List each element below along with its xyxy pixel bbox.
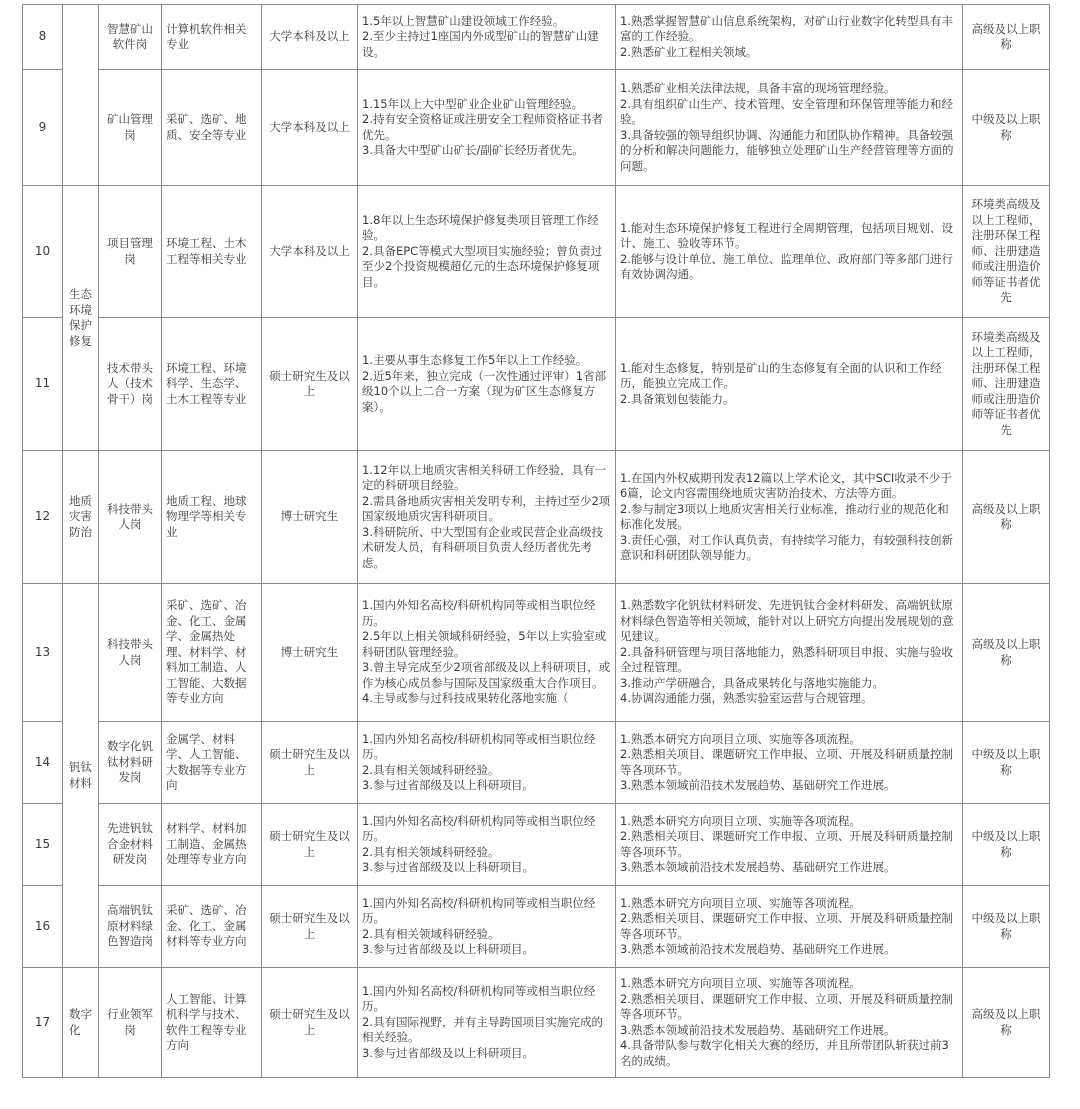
title-requirement: 中级及以上职称 (963, 804, 1050, 886)
experience-requirement (358, 5, 616, 70)
experience-item: 1.国内外知名高校/科研机构同等或相当职位经历。 (362, 731, 596, 761)
row-number: 17 (23, 968, 63, 1078)
category-geo-hazard: 地质灾害防治 (63, 451, 99, 584)
title-requirement: 高级及以上职称 (963, 451, 1050, 584)
other-requirement (616, 968, 963, 1078)
education-requirement: 硕士研究生及以上 (262, 968, 358, 1078)
requirement-item: 1.熟悉本研究方向项目立项、实施等各项流程。 (620, 976, 861, 990)
post-name: 科技带头人岗 (99, 584, 162, 722)
other-requirement (616, 584, 963, 722)
other-requirement (616, 804, 963, 886)
table-row (23, 5, 1050, 70)
major-requirement: 金属学、材料学、人工智能、大数据等专业方向 (162, 722, 262, 804)
major-requirement: 材料学、材料加工制造、金属热处理等专业方向 (162, 804, 262, 886)
experience-item: 1.国内外知名高校/科研机构同等或相当职位经历。 (362, 598, 596, 628)
experience-item: 3.具备大中型矿山矿长/副矿长经历者优先。 (362, 143, 584, 157)
requirement-item: 1.熟悉本研究方向项目立项、实施等各项流程。 (620, 895, 861, 910)
requirement-item: 3.熟悉本领域前沿技术发展趋势、基础研究工作进展。 (620, 778, 896, 792)
title-requirement: 高级及以上职称 (963, 968, 1050, 1078)
post-name: 矿山管理岗 (99, 70, 162, 186)
requirement-item: 1.能对生态环境保护修复工程进行全周期管理，包括项目规划、设计、施工、验收等环节。 (620, 220, 953, 250)
table-row (23, 722, 1050, 804)
row-number: 14 (23, 722, 63, 804)
category-digital: 数字化 (63, 968, 99, 1078)
experience-item: 2.5年以上相关领域科研经验，5年以上实验室或科研团队管理经验。 (362, 629, 607, 659)
requirement-item: 2.能够与设计单位、施工单位、监理单位、政府部门等多部门进行有效协调沟通。 (620, 251, 953, 281)
major-requirement: 环境工程、环境科学、生态学、土木工程等专业 (162, 318, 262, 451)
row-number: 10 (23, 186, 63, 318)
experience-item: 3.参与过省部级及以上科研项目。 (362, 1045, 534, 1060)
category-cell-empty (63, 5, 99, 186)
requirement-item: 3.责任心强，对工作认真负责，有持续学习能力，有较强科技创新意识和科研团队领导能力。 (620, 532, 953, 562)
post-name: 行业领军岗 (99, 968, 162, 1078)
major-requirement: 采矿、选矿、冶金、化工、金属学、金属热处理、材料学、材料加工制造、人工智能、大数据等专业方向 (162, 584, 262, 722)
other-requirement (616, 722, 963, 804)
requirement-item: 2.熟悉矿业工程相关领域。 (620, 44, 758, 59)
requirement-item: 2.熟悉相关项目、课题研究工作申报、立项、开展及科研质量控制等各项环节。 (620, 747, 953, 777)
other-requirement (616, 70, 963, 186)
post-name: 先进钒钛合金材料研发岗 (99, 804, 162, 886)
row-number: 15 (23, 804, 63, 886)
experience-item: 3.参与过省部级及以上科研项目。 (362, 778, 534, 792)
requirement-item: 2.具备策划包装能力。 (620, 391, 735, 406)
requirement-item: 1.熟悉矿业相关法律法规，具备丰富的现场管理经验。 (620, 81, 896, 95)
title-requirement: 中级及以上职称 (963, 886, 1050, 968)
requirement-item: 3.推动产学研融合，具备成果转化与落地实施能力。 (620, 675, 884, 690)
education-requirement: 大学本科及以上 (262, 186, 358, 318)
education-requirement: 大学本科及以上 (262, 70, 358, 186)
post-name: 数字化钒钛材料研发岗 (99, 722, 162, 804)
requirement-item: 2.熟悉相关项目、课题研究工作申报、立项、开展及科研质量控制等各项环节。 (620, 829, 953, 859)
experience-item: 1.国内外知名高校/科研机构同等或相当职位经历。 (362, 983, 596, 1014)
experience-item: 2.具有相关领域科研经验。 (362, 762, 500, 777)
requirement-item: 3.熟悉本领域前沿技术发展趋势、基础研究工作进展。 (620, 1022, 896, 1037)
other-requirement (616, 451, 963, 584)
experience-requirement (358, 722, 616, 804)
education-requirement: 硕士研究生及以上 (262, 318, 358, 451)
experience-item: 1.主要从事生态修复工作5年以上工作经验。 (362, 353, 588, 367)
experience-item: 3.曾主导完成至少2项省部级及以上科研项目，或作为核心成员参与国际及国家级重大合作项目。 (362, 660, 611, 690)
experience-item: 3.参与过省部级及以上科研项目。 (362, 942, 534, 956)
requirement-item: 2.参与制定3项以上地质灾害相关行业标准，推动行业的规范化和标准化发展。 (620, 501, 949, 531)
post-name: 项目管理岗 (99, 186, 162, 318)
education-requirement: 博士研究生 (262, 451, 358, 584)
row-number: 8 (23, 5, 63, 70)
experience-item: 1.5年以上智慧矿山建设领域工作经验。 (362, 13, 565, 28)
experience-item: 2.具有国际视野，并有主导跨国项目实施完成的相关经验。 (362, 1014, 603, 1045)
experience-item: 1.12年以上地质灾害相关科研工作经验，具有一定的科研项目经验。 (362, 462, 607, 493)
experience-requirement (358, 318, 616, 451)
experience-requirement (358, 886, 616, 968)
category-eco-restoration: 生态环境保护修复 (63, 186, 99, 451)
major-requirement: 环境工程、土木工程等相关专业 (162, 186, 262, 318)
experience-item: 1.国内外知名高校/科研机构同等或相当职位经历。 (362, 895, 596, 925)
table-row (23, 886, 1050, 968)
experience-item: 4.主导或参与过科技成果转化落地实施（ (362, 691, 569, 706)
education-requirement: 大学本科及以上 (262, 5, 358, 70)
requirement-item: 1.能对生态修复，特别是矿山的生态修复有全面的认识和工作经历，能独立完成工作。 (620, 360, 942, 391)
experience-item: 3.参与过省部级及以上科研项目。 (362, 860, 534, 874)
major-requirement: 采矿、选矿、冶金、化工、金属材料等专业方向 (162, 886, 262, 968)
experience-item: 2.持有安全资格证或注册安全工程师资格证书者优先。 (362, 112, 603, 142)
requirement-item: 3.具备较强的领导组织协调、沟通能力和团队协作精神。具备较强的分析和解决问题能力，能够独立处理矿山生产经营管理等方面的问题。 (620, 127, 954, 173)
education-requirement: 硕士研究生及以上 (262, 886, 358, 968)
table-row (23, 318, 1050, 451)
table-row (23, 804, 1050, 886)
title-requirement: 高级及以上职称 (963, 584, 1050, 722)
row-number: 13 (23, 584, 63, 722)
title-requirement: 中级及以上职称 (963, 70, 1050, 186)
experience-item: 1.8年以上生态环境保护修复类项目管理工作经验。 (362, 212, 599, 243)
major-requirement: 计算机软件相关专业 (162, 5, 262, 70)
requirement-item: 4.具备带队参与数字化相关大赛的经历，并且所带团队斩获过前3名的成绩。 (620, 1038, 949, 1068)
requirement-item: 2.具备科研管理与项目落地能力，熟悉科研项目申报、实施与验收全过程管理。 (620, 644, 953, 675)
requirement-item: 3.熟悉本领域前沿技术发展趋势、基础研究工作进展。 (620, 860, 896, 874)
table-row (23, 186, 1050, 318)
experience-requirement (358, 70, 616, 186)
experience-item: 2.具备EPC等模式大型项目实施经验；曾负责过至少2个投资规模超亿元的生态环境保护修复项目。 (362, 243, 603, 289)
requirement-item: 3.熟悉本领域前沿技术发展趋势、基础研究工作进展。 (620, 942, 896, 956)
major-requirement: 地质工程、地球物理学等相关专业 (162, 451, 262, 584)
row-number: 11 (23, 318, 63, 451)
experience-item: 2.至少主持过1座国内外成型矿山的智慧矿山建设。 (362, 29, 599, 59)
category-vanadium-titanium: 钒钛材料 (63, 584, 99, 968)
requirement-item: 4.协调沟通能力强，熟悉实验室运营与合规管理。 (620, 691, 873, 706)
major-requirement: 采矿、选矿、地质、安全等专业 (162, 70, 262, 186)
table-row (23, 451, 1050, 584)
experience-item: 2.需具备地质灾害相关发明专利，主持过至少2项国家级地质灾害科研项目。 (362, 493, 611, 524)
recruitment-table (22, 4, 1050, 1078)
experience-item: 3.科研院所、中大型国有企业或民营企业高级技术研发人员，有科研项目负责人经历者优先考虑。 (362, 524, 603, 570)
requirement-item: 2.熟悉相关项目、课题研究工作申报、立项、开展及科研质量控制等各项环节。 (620, 991, 953, 1021)
table-row (23, 70, 1050, 186)
education-requirement: 硕士研究生及以上 (262, 722, 358, 804)
post-name: 科技带头人岗 (99, 451, 162, 584)
experience-requirement (358, 968, 616, 1078)
other-requirement (616, 5, 963, 70)
title-requirement: 环境类高级及以上工程师，注册环保工程师、注册建造师或注册造价师等证书者优先 (963, 186, 1050, 318)
post-name: 技术带头人（技术骨干）岗 (99, 318, 162, 451)
row-number: 12 (23, 451, 63, 584)
requirement-item: 1.熟悉数字化钒钛材料研发、先进钒钛合金材料研发、高端钒钛原材料绿色智造等相关领域，能针对以上研究方向提出发展规划的意见建议。 (620, 598, 954, 644)
table-row (23, 968, 1050, 1078)
experience-item: 1.15年以上大中型矿业企业矿山管理经验。 (362, 96, 584, 111)
post-name: 智慧矿山软件岗 (99, 5, 162, 70)
experience-item: 1.国内外知名高校/科研机构同等或相当职位经历。 (362, 813, 596, 843)
experience-requirement (358, 584, 616, 722)
education-requirement: 博士研究生 (262, 584, 358, 722)
title-requirement: 高级及以上职称 (963, 5, 1050, 70)
requirement-item: 2.熟悉相关项目、课题研究工作申报、立项、开展及科研质量控制等各项环节。 (620, 911, 953, 941)
experience-item: 2.具有相关领域科研经验。 (362, 926, 500, 941)
row-number: 9 (23, 70, 63, 186)
experience-item: 2.具有相关领域科研经验。 (362, 844, 500, 859)
table-row (23, 584, 1050, 722)
other-requirement (616, 318, 963, 451)
requirement-item: 1.熟悉本研究方向项目立项、实施等各项流程。 (620, 813, 861, 828)
experience-requirement (358, 804, 616, 886)
title-requirement: 环境类高级及以上工程师，注册环保工程师、注册建造师或注册造价师等证书者优先 (963, 318, 1050, 451)
education-requirement: 硕士研究生及以上 (262, 804, 358, 886)
requirement-item: 1.熟悉本研究方向项目立项、实施等各项流程。 (620, 731, 861, 746)
experience-requirement (358, 451, 616, 584)
post-name: 高端钒钛原材料绿色智造岗 (99, 886, 162, 968)
experience-item: 2.近5年来，独立完成（一次性通过评审）1省部级10个以上二合一方案（现为矿区生态修复方案）。 (362, 368, 607, 414)
other-requirement (616, 186, 963, 318)
requirement-item: 1.在国内外权威期刊发表12篇以上学术论文，其中SCI收录不少于6篇，论文内容需围绕地质灾害防治技术、方法等方面。 (620, 470, 952, 500)
requirement-item: 1.熟悉掌握智慧矿山信息系统架构，对矿山行业数字化转型具有丰富的工作经验。 (620, 13, 953, 44)
major-requirement: 人工智能、计算机科学与技术、软件工程等专业方向 (162, 968, 262, 1078)
requirement-item: 2.具有组织矿山生产、技术管理、安全管理和环保管理等能力和经验。 (620, 96, 953, 126)
title-requirement: 中级及以上职称 (963, 722, 1050, 804)
experience-requirement (358, 186, 616, 318)
row-number: 16 (23, 886, 63, 968)
other-requirement (616, 886, 963, 968)
